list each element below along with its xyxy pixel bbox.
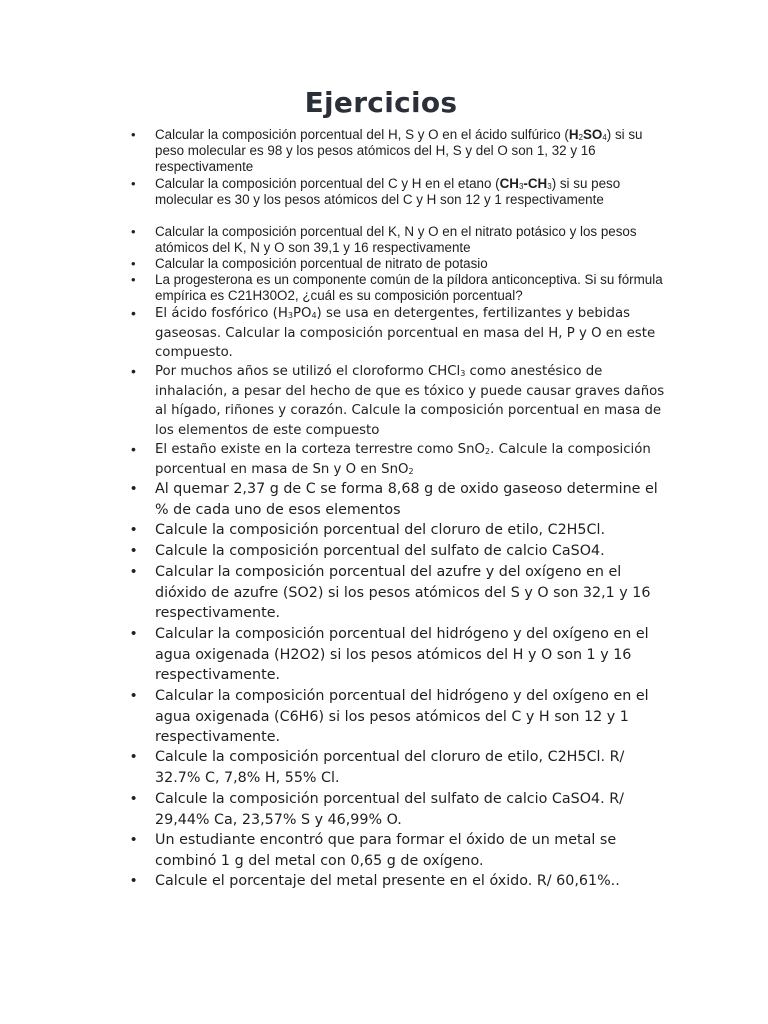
exercise-text: como anestésico de inhalación, a pesar del hecho de que es tóxico y puede causar graves daños al hígado, riñones y corazón. Calcule la composición porcentual en masa de los elementos de este compuesto xyxy=(155,364,665,438)
exercise-text: ) si su peso molecular es 98 y los pesos atómicos del H, S y del O son 1, 32 y 16 respectivamente xyxy=(155,127,643,174)
exercise-text: ) si su peso molecular es 30 y los pesos atómicos del C y H son 12 y 1 respectivamente xyxy=(155,176,621,207)
formula-text: SO xyxy=(582,127,603,142)
exercise-text: El estaño existe en la corteza terrestre como SnO xyxy=(155,442,486,457)
exercise-item xyxy=(155,362,665,440)
exercise-text: Calcular la composición porcentual del hidrógeno y del oxígeno en el agua oxigenada (H2O2) si los pesos atómicos del H y O son 1 y 16 respectivamente. xyxy=(155,626,649,684)
exercise-item xyxy=(155,256,665,272)
exercise-text: Al quemar 2,37 g de C se forma 8,68 g de oxido gaseoso determine el % de cada uno de esos elementos xyxy=(155,481,658,518)
exercise-item xyxy=(155,272,665,304)
subscript: 4 xyxy=(602,133,607,142)
exercise-item xyxy=(155,562,665,624)
exercise-text: Calcular la composición porcentual del hidrógeno y del oxígeno en el agua oxigenada (C6H6) si los pesos atómicos del C y H son 12 y 1 respectivamente. xyxy=(155,688,649,746)
subscript: 3 xyxy=(518,182,524,191)
exercise-text: PO xyxy=(292,306,312,321)
exercise-item xyxy=(155,747,665,788)
exercise-item xyxy=(155,624,665,686)
exercise-text: Calcule la composición porcentual del cloruro de etilo, C2H5Cl. xyxy=(155,522,606,538)
exercise-item xyxy=(155,440,665,479)
exercise-text: El ácido fosfórico (H xyxy=(155,306,288,321)
page-title: Ejercicios xyxy=(304,86,458,119)
exercise-text: . Calcule la composición porcentual en masa de Sn y O en SnO xyxy=(155,442,651,477)
subscript: 3 xyxy=(547,182,552,191)
exercise-item xyxy=(155,830,665,871)
exercise-item xyxy=(155,520,665,541)
subscript: 2 xyxy=(578,133,583,142)
exercise-text: Un estudiante encontró que para formar el óxido de un metal se combinó 1 g del metal con 0,65 g de oxígeno. xyxy=(155,832,617,869)
subscript: 3 xyxy=(287,311,293,320)
exercise-item xyxy=(155,871,665,892)
exercise-item xyxy=(155,304,665,363)
exercise-item xyxy=(155,127,665,175)
exercise-item xyxy=(155,176,665,208)
subscript: 3 xyxy=(460,369,466,378)
exercise-item xyxy=(155,541,665,562)
exercise-item xyxy=(155,686,665,748)
exercise-text: Calcular la composición porcentual de nitrato de potasio xyxy=(155,256,488,271)
formula-text: H xyxy=(568,127,579,142)
formula-text: -CH xyxy=(523,176,548,191)
exercise-item xyxy=(155,224,665,256)
exercise-text: Calcule el porcentaje del metal presente en el óxido. R/ 60,61%.. xyxy=(155,873,620,889)
exercise-item xyxy=(155,789,665,830)
exercise-text: Calcular la composición porcentual del K, N y O en el nitrato potásico y los pesos atómicos del K, N y O son 39,1 y 16 respectivamente xyxy=(155,224,637,255)
exercise-text: ) se usa en detergentes, fertilizantes y bebidas gaseosas. Calcular la composición porcentual en masa del H, P y O en este compuesto. xyxy=(155,306,656,361)
subscript: 2 xyxy=(408,466,414,476)
exercise-text: Calcule la composición porcentual del sulfato de calcio CaSO4. R/ 29,44% Ca, 23,57% S y 46,99% O. xyxy=(155,791,624,828)
subscript: 2 xyxy=(485,447,491,456)
exercise-text: Por muchos años se utilizó el cloroformo CHCl xyxy=(155,364,461,379)
exercise-text: Calcule la composición porcentual del cloruro de etilo, C2H5Cl. R/ 32.7% C, 7,8% H, 55% Cl. xyxy=(155,749,625,786)
subscript: 4 xyxy=(311,311,317,320)
formula-text: CH xyxy=(499,176,519,191)
exercise-item xyxy=(155,479,665,520)
exercise-text: Calcular la composición porcentual del C y H en el etano ( xyxy=(155,176,500,191)
exercise-text: Calcular la composición porcentual del azufre y del oxígeno en el dióxido de azufre (SO2) si los pesos atómicos del S y O son 32,1 y 16 respectivamente. xyxy=(155,564,651,622)
exercise-text: Calcule la composición porcentual del sulfato de calcio CaSO4. xyxy=(155,543,605,559)
exercise-text: La progesterona es un componente común de la píldora anticonceptiva. Si su fórmula empírica es C21H30O2, ¿cuál es su composición porcentual? xyxy=(155,272,663,303)
exercise-text: Calcular la composición porcentual del H, S y O en el ácido sulfúrico ( xyxy=(155,127,569,142)
